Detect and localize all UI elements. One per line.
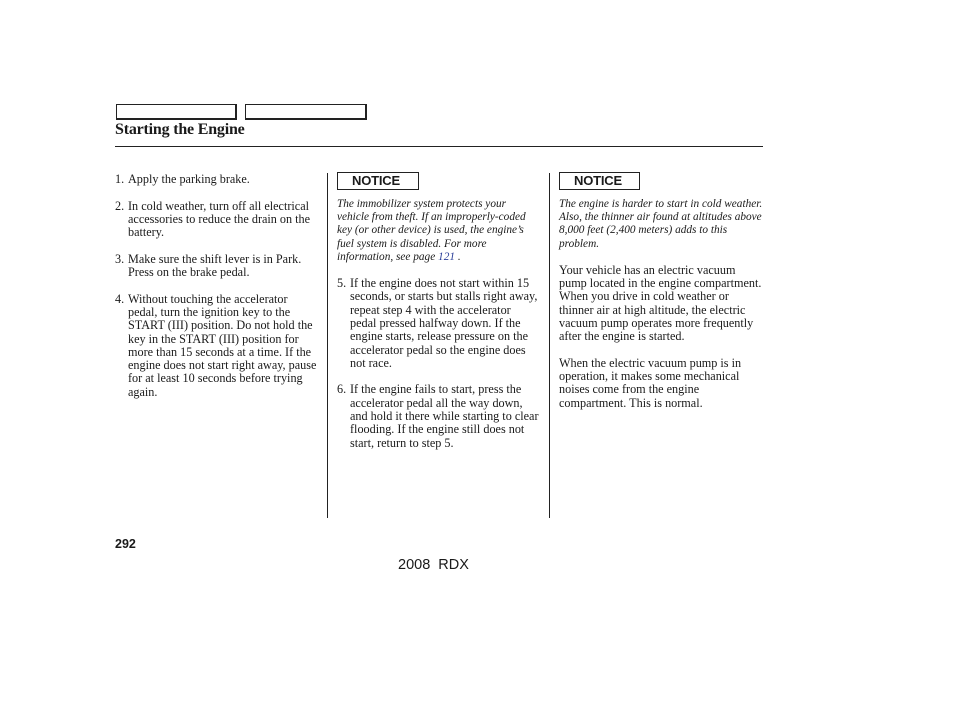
paragraph: Your vehicle has an electric vacuum pump located in the engine compartment. When you drive in cold weather or thinner air at high altitude, the electric vacuum pump operates more frequently after the engine is started. [559,262,762,344]
page-reference-link[interactable]: 121 [438,250,455,263]
notice-end: . [455,250,461,263]
step-3 [115,253,320,280]
step-number: 1. [115,172,125,186]
step-4 [115,293,320,399]
step-2 [115,200,320,240]
column-2 [337,172,539,463]
notice-body: The immobilizer system protects your vehicle from theft. If an improperly-coded key (or other device) is used, the engine’s fuel system is disabled. For more information, see page [337,198,526,263]
step-number: 2. [115,198,125,213]
step-text: In cold weather, turn off all electrical accessories to reduce the drain on the battery. [128,198,311,240]
step-number: 4. [115,291,125,306]
notice-badge: NOTICE [337,172,419,190]
notice-text: The engine is harder to start in cold weather. Also, the thinner air found at altitudes above 8,000 feet (2,400 meters) adds to this problem. [559,198,763,250]
header-tab-box-1 [116,104,237,120]
step-text: If the engine fails to start, press the accelerator pedal all the way down, and hold it there while starting to clear flooding. If the engine still does not start, return to step 5. [350,382,539,450]
notice-badge: NOTICE [559,172,640,190]
column-divider-2 [549,173,550,518]
step-number: 5. [337,276,347,291]
paragraph: When the electric vacuum pump is in operation, it makes some mechanical noises come from the engine compartment. This is normal. [559,355,742,410]
step-text: Without touching the accelerator pedal, turn the ignition key to the START (III) position. Do not hold the key in the START (III) position for more than 15 seconds at a time. If the engine does not start right away, pause for at least 10 seconds before trying again. [128,291,317,399]
column-1 [115,173,320,412]
step-6 [337,383,539,449]
notice-text [337,198,539,264]
page-number: 292 [115,537,136,551]
title-divider [115,146,763,147]
step-text: Make sure the shift lever is in Park. Press on the brake pedal. [128,251,302,280]
step-1 [115,173,320,186]
step-text: Apply the parking brake. [128,172,250,186]
step-number: 3. [115,251,125,266]
step-5 [337,277,539,370]
step-number: 6. [337,382,347,397]
model-footer: 2008 RDX [398,557,469,573]
step-text: If the engine does not start within 15 seconds, or starts but stalls right away, repeat step 4 with the accelerator pedal pressed halfway down. If the engine starts, release pressure on the accelerator pedal so the engine does not race. [350,276,538,370]
column-3 [559,172,764,423]
header-tab-box-2 [245,104,367,120]
page-title: Starting the Engine [115,121,245,138]
column-divider-1 [327,173,328,518]
